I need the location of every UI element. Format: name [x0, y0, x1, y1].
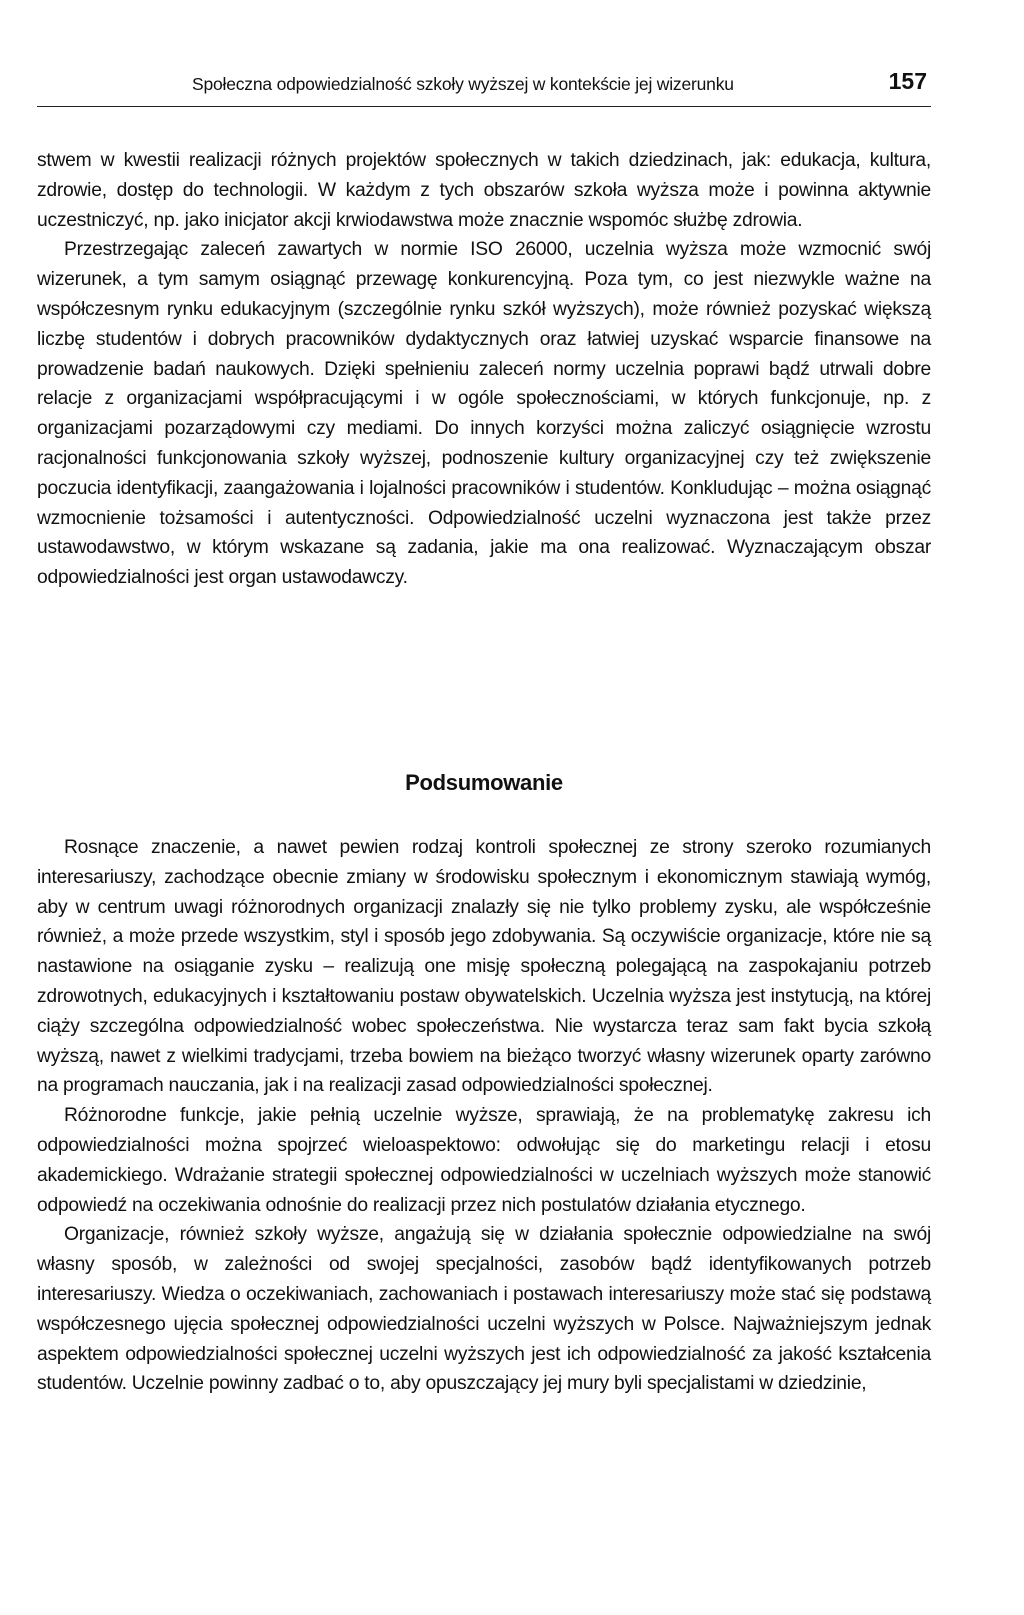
header-rule: [37, 106, 931, 107]
paragraph: stwem w kwestii realizacji różnych projektów społecznych w takich dziedzinach, jak: edukacja, kultura, zdrowie, dostęp do technologii. W każdym z tych obszarów szkoła wyższa może i powinna aktywnie uczestniczyć, np. jako inicjator akcji krwiodawstwa może znacznie wspomóc służbę zdrowia.: [37, 150, 931, 231]
section-heading: Podsumowanie: [405, 770, 563, 795]
running-header: [37, 68, 931, 106]
summary-body: [37, 833, 931, 1399]
paragraph: Różnorodne funkcje, jakie pełnią uczelnie wyższe, sprawiają, że na problematykę zakresu ich odpowiedzialności można spojrzeć wieloaspektowo: odwołując się do marketingu relacji i etosu akademickiego. Wdrażanie strategii społecznej odpowiedzialności w uczelniach wyższych może stanowić odpowiedź na oczekiwania odnośnie do realizacji przez nich postulatów działania etycznego.: [37, 1105, 931, 1216]
paragraph: Organizacje, również szkoły wyższe, angażują się w działania społecznie odpowiedzialne na swój własny sposób, w zależności od swojej specjalności, zasobów bądź identyfikowanych potrzeb interesariuszy. Wiedza o oczekiwaniach, zachowaniach i postawach interesariuszy może stać się podstawą współczesnego ujęcia społecznej odpowiedzialności uczelni wyższych w Polsce. Najważniejszym jednak aspektem odpowiedzialności społecznej uczelni wyższych jest ich odpowiedzialność za jakość kształcenia studentów. Uczelnie powinny zadbać o to, aby opuszczający jej mury byli specjalistami w dziedzinie,: [37, 1224, 931, 1395]
section-body: [37, 146, 931, 593]
page-number: 157: [888, 68, 927, 94]
paragraph: Rosnące znaczenie, a nawet pewien rodzaj kontroli społecznej ze strony szeroko rozumianych interesariuszy, zachodzące obecnie zmiany w środowisku społecznym i ekonomicznym stawiają wymóg, aby w centrum uwagi różnorodnych organizacji znalazły się nie tylko problemy zysku, ale współcześnie również, a może przede wszystkim, styl i sposób jego zdobywania. Są oczywiście organizacje, które nie są nastawione na osiąganie zysku – realizują one misję społeczną polegającą na zaspokajaniu potrzeb zdrowotnych, edukacyjnych i kształtowaniu postaw obywatelskich. Uczelnia wyższa jest instytucją, na której ciąży szczególna odpowiedzialność wobec społeczeństwa. Nie wystarcza teraz sam fakt bycia szkołą wyższą, nawet z wielkimi tradycjami, trzeba bowiem na bieżąco tworzyć własny wizerunek oparty zarówno na programach nauczania, jak i na realizacji zasad odpowiedzialności społecznej.: [37, 837, 931, 1097]
running-title: Społeczna odpowiedzialność szkoły wyższej w kontekście jej wizerunku: [192, 74, 734, 94]
paragraph: Przestrzegając zaleceń zawartych w normie ISO 26000, uczelnia wyższa może wzmocnić swój wizerunek, a tym samym osiągnąć przewagę konkurencyjną. Poza tym, co jest niezwykle ważne na współczesnym rynku edukacyjnym (szczególnie rynku szkół wyższych), może również pozyskać większą liczbę studentów i dobrych pracowników dydaktycznych oraz łatwiej uzyskać wsparcie finansowe na prowadzenie badań naukowych. Dzięki spełnieniu zaleceń normy uczelnia poprawi bądź utrwali dobre relacje z organizacjami współpracującymi i w ogóle społecznościami, w których funkcjonuje, np. z organizacjami pozarządowymi czy mediami. Do innych korzyści można zaliczyć osiągnięcie wzrostu racjonalności funkcjonowania szkoły wyższej, podnoszenie kultury organizacyjnej czy też zwiększenie poczucia identyfikacji, zaangażowania i lojalności pracowników i studentów. Konkludując – można osiągnąć wzmocnienie tożsamości i autentyczności. Odpowiedzialność uczelni wyznaczona jest także przez ustawodawstwo, w którym wskazane są zadania, jakie ma ona realizować. Wyznaczającym obszar odpowiedzialności jest organ ustawodawczy.: [37, 239, 931, 589]
